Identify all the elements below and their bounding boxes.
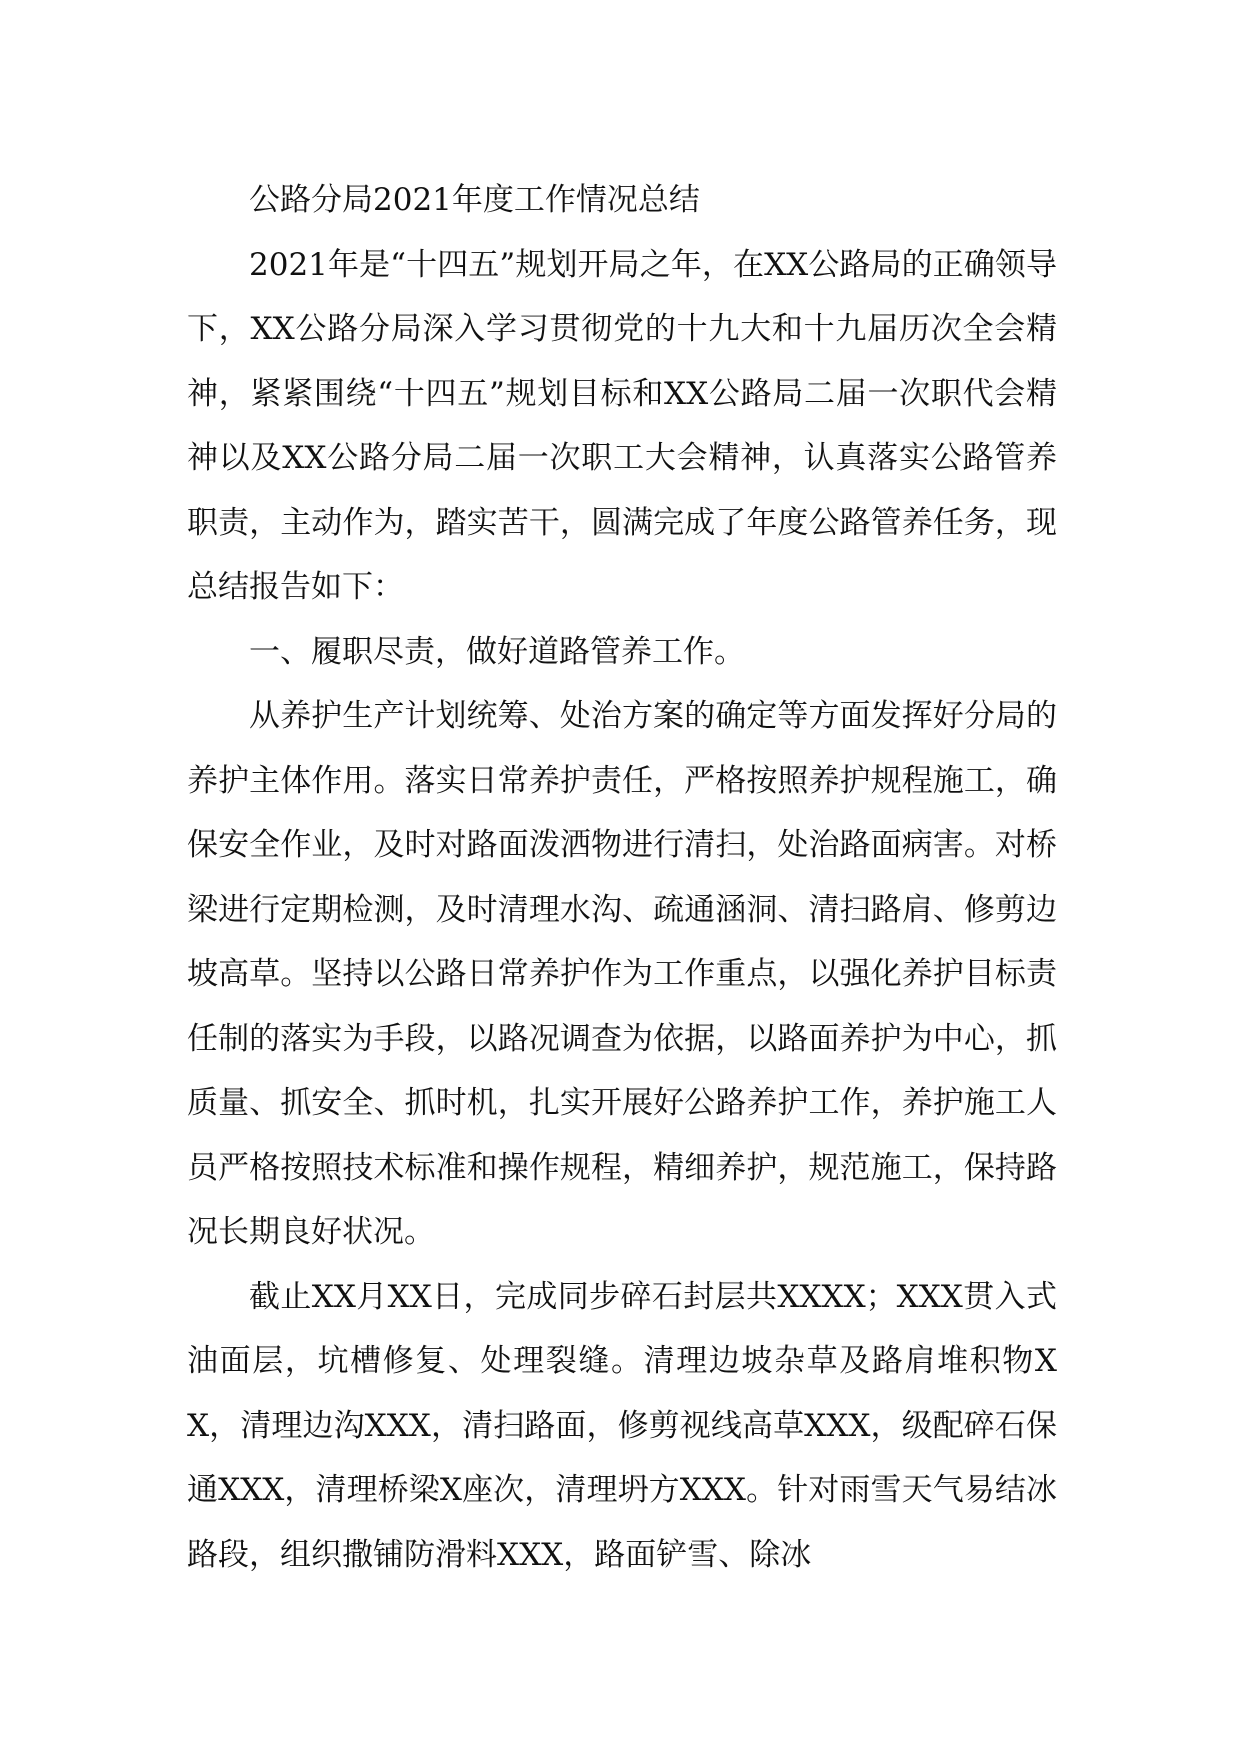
paragraph-intro: 2021年是“十四五”规划开局之年，在XX公路局的正确领导下，XX公路分局深入学习贯彻党的十九大和十九届历次全会精神，紧紧围绕“十四五”规划目标和XX公路局二届一次职代会精神以及XX公路分局二届一次职工大会精神，认真落实公路管养职责，主动作为，踏实苦干，圆满完成了年度公路管养任务，现总结报告如下： bbox=[187, 246, 1057, 605]
paragraph-maintenance: 从养护生产计划统筹、处治方案的确定等方面发挥好分局的养护主体作用。落实日常养护责任，严格按照养护规程施工，确保安全作业，及时对路面泼洒物进行清扫，处治路面病害。对桥梁进行定期检测，及时清理水沟、疏通涵洞、清扫路肩、修剪边坡高草。坚持以公路日常养护作为工作重点，以强化养护目标责任制的落实为手段，以路况调查为依据，以路面养护为中心，抓质量、抓安全、抓时机，扎实开展好公路养护工作，养护施工人员严格按照技术标准和操作规程，精细养护，规范施工，保持路况长期良好状况。 bbox=[187, 698, 1057, 1250]
document-body bbox=[187, 168, 1057, 1587]
document-title: 公路分局2021年度工作情况总结 bbox=[249, 182, 700, 218]
section-heading-1: 一、履职尽责，做好道路管养工作。 bbox=[249, 633, 745, 670]
paragraph-progress: 截止XX月XX日，完成同步碎石封层共XXXX；XXX贯入式油面层，坑槽修复、处理裂缝。清理边坡杂草及路肩堆积物XX，清理边沟XXX，清扫路面，修剪视线高草XXX，级配碎石保通XXX，清理桥梁X座次，清理坍方XXX。针对雨雪天气易结冰路段，组织撒铺防滑料XXX，路面铲雪、除冰 bbox=[187, 1278, 1057, 1573]
